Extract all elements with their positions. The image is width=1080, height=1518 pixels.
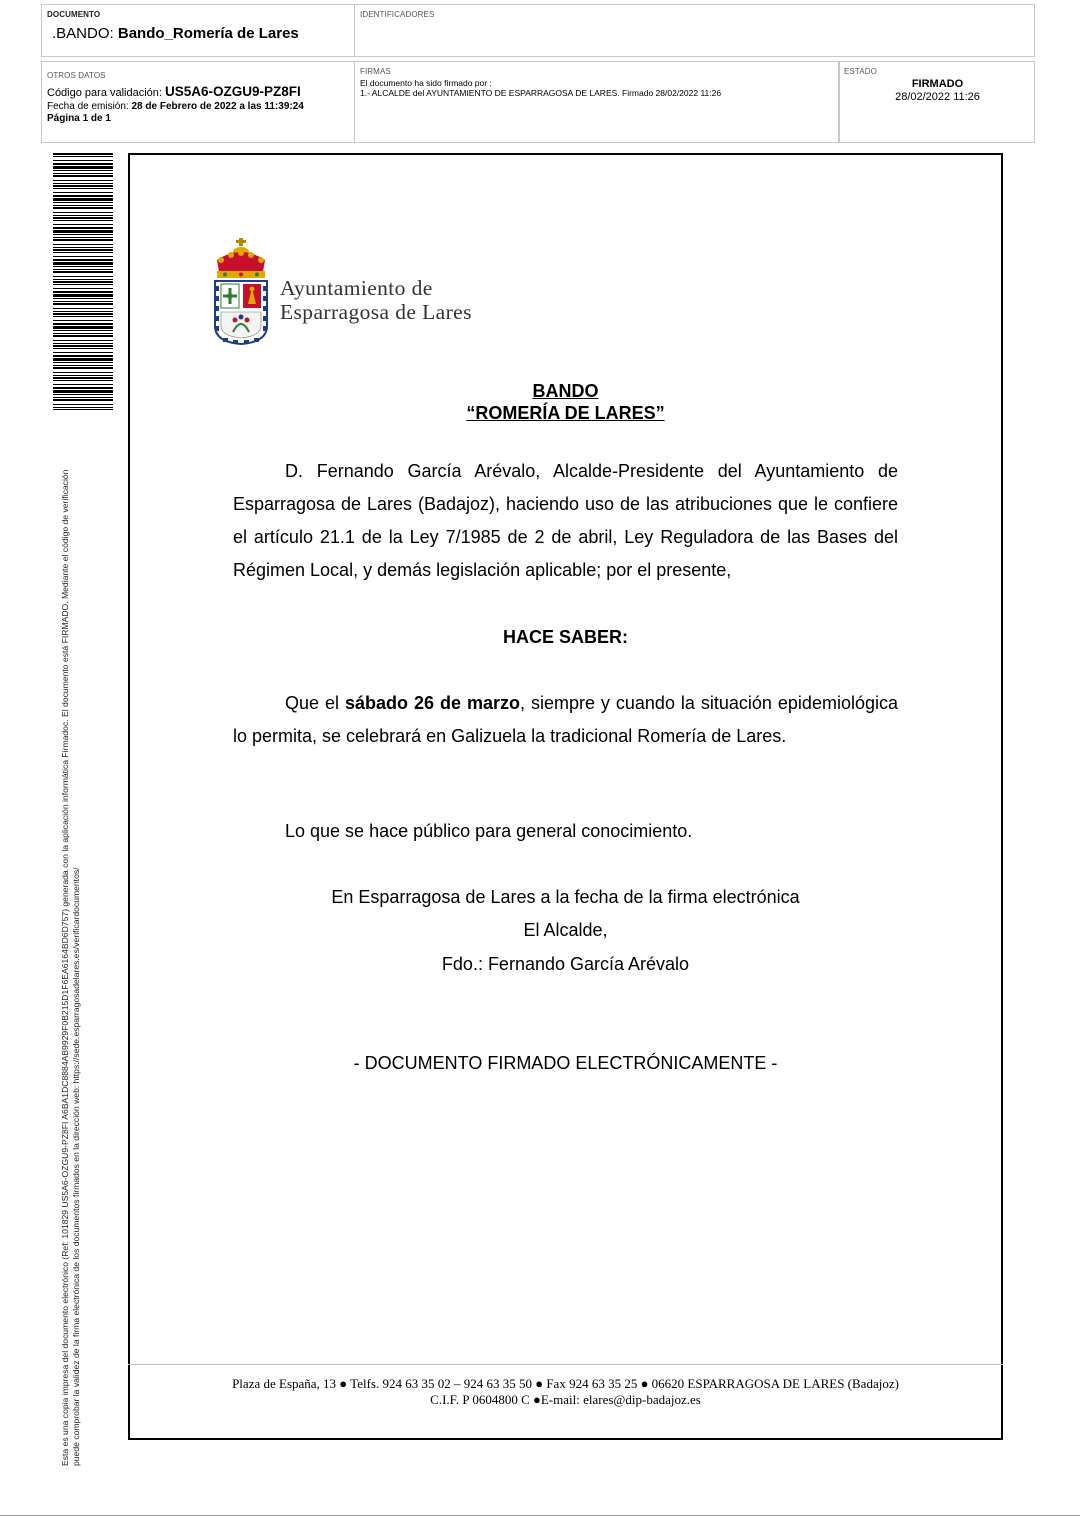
page-bottom-rule xyxy=(0,1515,1080,1516)
verification-side-line-1: Esta es una copia impresa del documento electrónico (Ref: 101829 US5A6-OZGU9-PZ8FI A6BA1DC8884AB9929F0B215D1F6EA6164BD6D757) generada con la aplicación informática Firmadoc. El documento está FIRMADO. Mediante el código de verificación xyxy=(60,469,70,1466)
estado-label: ESTADO xyxy=(844,67,877,76)
emission-date-value: 28 de Febrero de 2022 a las 11:39:24 xyxy=(131,101,304,112)
validation-code xyxy=(47,84,301,99)
footer-divider xyxy=(128,1364,1003,1365)
identificadores-label: IDENTIFICADORES xyxy=(360,10,435,19)
barcode xyxy=(53,153,113,410)
signature-role: El Alcalde, xyxy=(523,920,608,940)
hace-saber: HACE SABER: xyxy=(502,627,628,647)
public-notice-line: Lo que se hace público para general conocimiento. xyxy=(285,821,693,841)
footer-contact: C.I.F. P 0604800 C ●E-mail: elares@dip-badajoz.es xyxy=(430,1392,701,1407)
validation-code-value: US5A6-OZGU9-PZ8FI xyxy=(165,84,301,99)
estado-value: FIRMADO xyxy=(911,78,964,90)
intro-paragraph: D. Fernando García Arévalo, Alcalde-Presidente del Ayuntamiento de Esparragosa de Lares (Badajoz), haciendo uso de las atribuciones que le confiere el artículo 21.1 de la Ley 7/1985 de 2 de abril, Ley Reguladora de las Bases del Régimen Local, y demás legislación aplicable; por el presente, xyxy=(233,461,898,580)
document-prefix: .BANDO: xyxy=(52,25,118,42)
announcement-post: , siempre y cuando la situación epidemiológica lo permita, se celebrará en Galizuela la tradicional Romería de Lares. xyxy=(233,693,898,746)
announcement-date: sábado 26 de marzo xyxy=(344,693,520,713)
document-title xyxy=(52,25,299,42)
firmas-line-1: El documento ha sido firmado por : xyxy=(360,78,492,88)
document-name: Bando_Romería de Lares xyxy=(117,25,299,42)
heading-romeria: “ROMERÍA DE LARES” xyxy=(466,403,665,423)
logo-line-2: Esparragosa de Lares xyxy=(280,300,472,324)
announcement-paragraph xyxy=(233,687,898,753)
electronic-signature-note: - DOCUMENTO FIRMADO ELECTRÓNICAMENTE - xyxy=(353,1053,778,1073)
estado-date: 28/02/2022 11:26 xyxy=(895,91,980,103)
document-box xyxy=(41,4,355,57)
footer-address: Plaza de España, 13 ● Telfs. 924 63 35 02 – 924 63 35 50 ● Fax 924 63 35 25 ● 06620 ESPARRAGOSA DE LARES (Badajoz) xyxy=(232,1376,899,1391)
heading-bando: BANDO xyxy=(532,381,599,401)
emission-date xyxy=(47,101,304,113)
logo-line-1: Ayuntamiento de xyxy=(280,276,433,300)
estado-box xyxy=(838,61,1035,143)
firmas-box xyxy=(354,61,840,143)
logo-text xyxy=(280,276,472,324)
signature-name: Fdo.: Fernando García Arévalo xyxy=(441,954,690,974)
announcement-pre: Que el xyxy=(285,693,345,713)
verification-side-line-2: puede comprobar la validez de la firma electrónica de los documentos firmados en la dirección web: https://sede.esparragosadelares.es/verificardocumentos/ xyxy=(71,867,81,1466)
coat-of-arms-icon xyxy=(211,238,271,348)
document-heading xyxy=(128,380,1003,424)
otros-datos-box xyxy=(41,61,355,143)
emission-date-label: Fecha de emisión: xyxy=(47,101,132,112)
otros-datos-label: OTROS DATOS xyxy=(47,71,106,80)
verification-side-text xyxy=(60,470,82,1466)
page-count: Página 1 de 1 xyxy=(47,113,111,124)
firmas-label: FIRMAS xyxy=(360,67,391,76)
documento-label: DOCUMENTO xyxy=(47,10,101,19)
identificadores-box xyxy=(354,4,1035,57)
signature-place: En Esparragosa de Lares a la fecha de la firma electrónica xyxy=(331,887,800,907)
validation-code-label: Código para validación: xyxy=(47,87,166,99)
firmas-line-2: 1.- ALCALDE del AYUNTAMIENTO DE ESPARRAGOSA DE LARES. Firmado 28/02/2022 11:26 xyxy=(360,88,722,98)
